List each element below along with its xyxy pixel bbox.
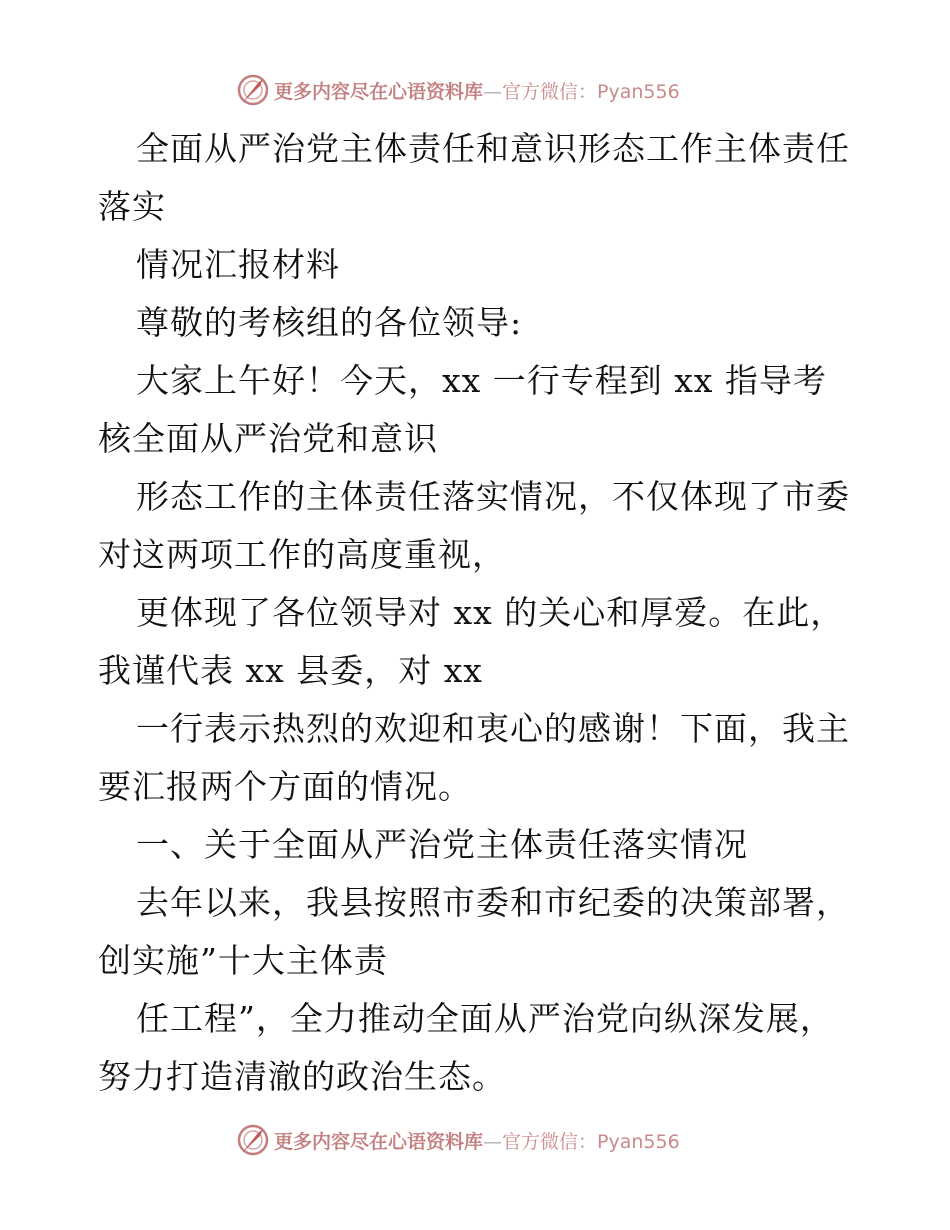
watermark-tagline: 官方微信：: [502, 80, 598, 103]
watermark-text: [274, 77, 680, 104]
section-heading: 一、关于全面从严治党主体责任落实情况: [136, 825, 748, 864]
header-watermark: [236, 70, 756, 110]
paragraph-line: 任工程”，全力推动全面从严治党向纵深发展，: [136, 999, 834, 1038]
footer-watermark: [236, 1120, 756, 1160]
salutation-line: 尊敬的考核组的各位领导:: [136, 303, 523, 342]
watermark-id: Pyan556: [597, 1130, 680, 1153]
watermark-dash: —: [483, 80, 503, 103]
paragraph-line: 要汇报两个方面的情况。: [98, 767, 472, 806]
paragraph-line: 更体现了各位领导对 xx 的关心和厚爱。在此，: [136, 593, 845, 632]
quill-pen-circle-icon: [236, 73, 270, 107]
paragraph-line: 努力打造清澈的政治生态。: [98, 1057, 506, 1096]
watermark-text: [274, 1127, 680, 1154]
paragraph-line: 一行表示热烈的欢迎和衷心的感谢！下面，我主: [136, 709, 850, 748]
title-line-1: 全面从严治党主体责任和意识形态工作主体责任: [136, 129, 850, 168]
watermark-id: Pyan556: [597, 80, 680, 103]
paragraph-line: 核全面从严治党和意识: [98, 419, 438, 458]
title-line-2: 落实: [98, 187, 166, 226]
paragraph-line: 创实施”十大主体责: [98, 941, 388, 980]
watermark-brand: 更多内容尽在心语资料库: [274, 80, 484, 103]
subtitle-line: 情况汇报材料: [136, 245, 340, 284]
paragraph-line: 对这两项工作的高度重视，: [98, 535, 506, 574]
document-body: [98, 120, 858, 1106]
quill-pen-circle-icon: [236, 1123, 270, 1157]
watermark-dash: —: [483, 1130, 503, 1153]
watermark-brand: 更多内容尽在心语资料库: [274, 1130, 484, 1153]
paragraph-line: 大家上午好！今天，xx 一行专程到 xx 指导考: [136, 361, 827, 400]
paragraph-line: 形态工作的主体责任落实情况，不仅体现了市委: [136, 477, 850, 516]
paragraph-line: 我谨代表 xx 县委，对 xx: [98, 651, 483, 690]
watermark-tagline: 官方微信：: [502, 1130, 598, 1153]
paragraph-line: 去年以来，我县按照市委和市纪委的决策部署，: [136, 883, 850, 922]
